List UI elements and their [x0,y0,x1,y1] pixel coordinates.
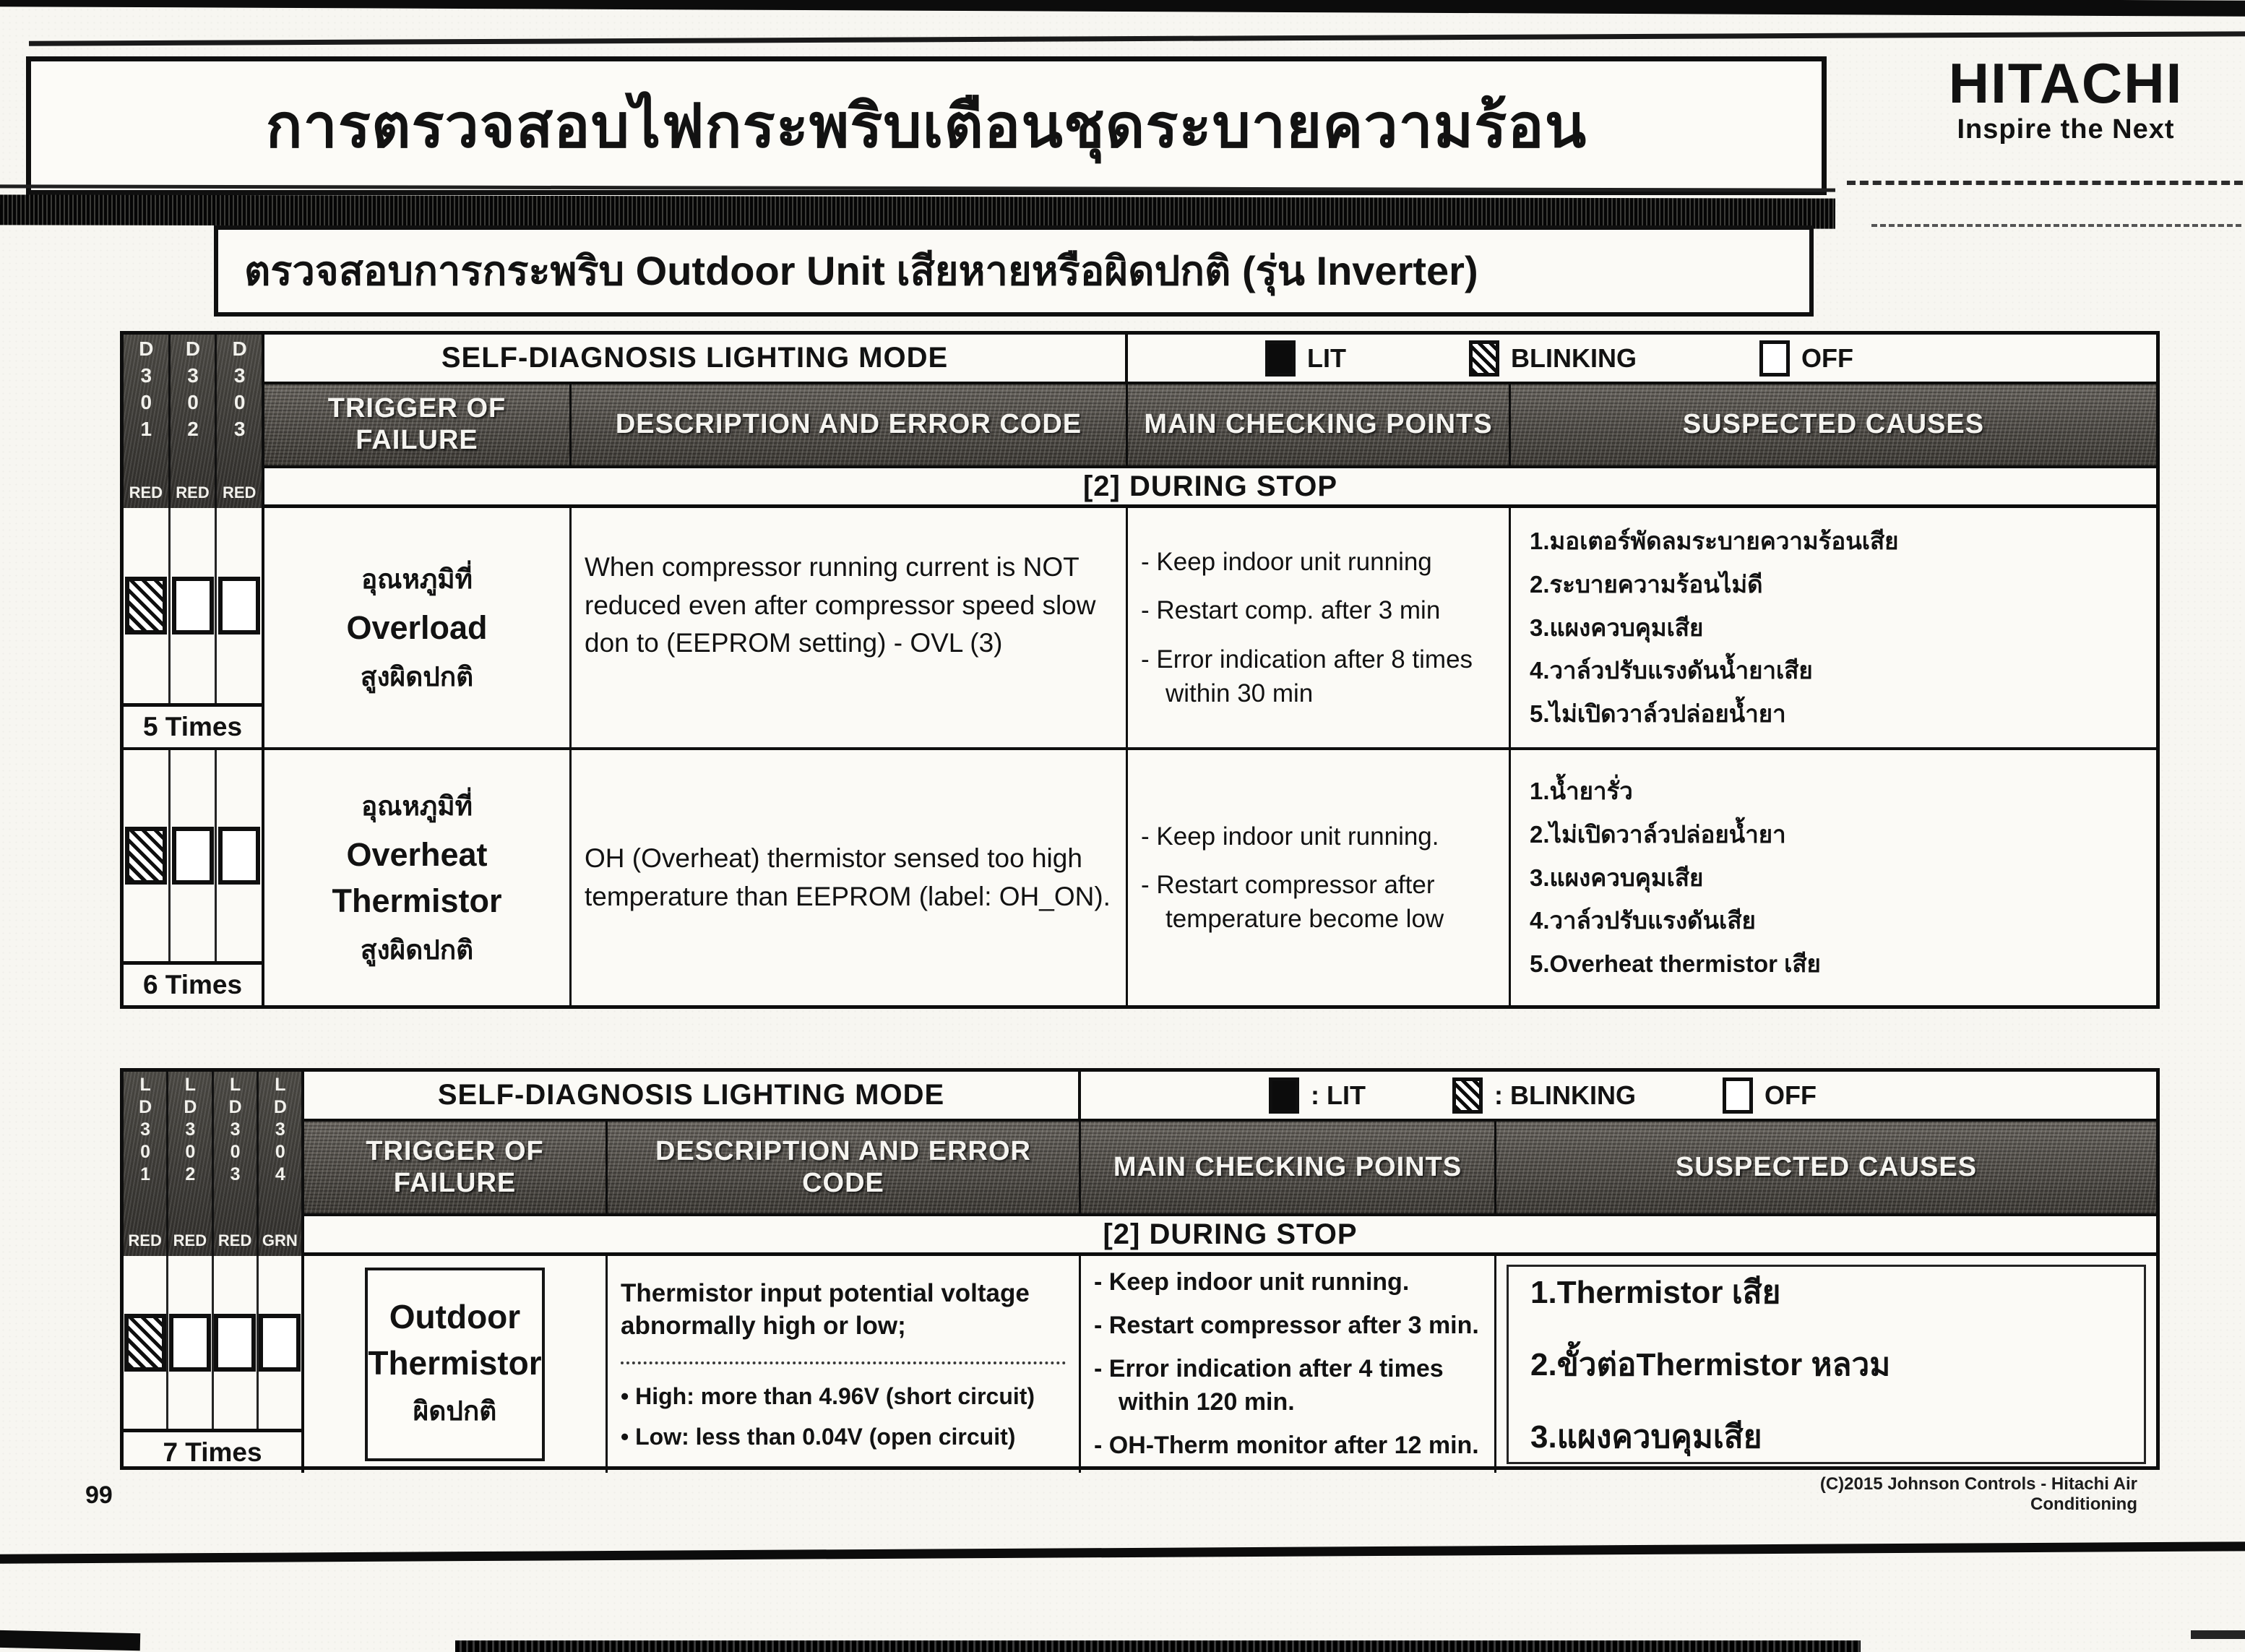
mode-header: SELF-DIAGNOSIS LIGHTING MODE [264,335,1128,382]
column-header-checking: MAIN CHECKING POINTS [1128,382,1511,468]
page-title-box [26,56,1827,195]
led-column-ld303 [214,1072,259,1256]
led-color-label: RED [217,1231,252,1249]
cause-item: 5.ไม่เปิดวาล์วปล่อยน้ำยา [1530,700,1786,728]
legend-blinking [1452,1077,1636,1114]
dotted-divider [621,1361,1066,1364]
legend-blinking-label: : BLINKING [1494,1080,1636,1110]
trigger-line: อุณหภูมิที่ [361,564,473,594]
description-bullet: • High: more than 4.96V (short circuit) [621,1382,1035,1409]
led-color-label: RED [173,1231,207,1249]
cause-item: 1.มอเตอร์พัดลมระบายความร้อนเสีย [1530,527,1899,554]
trigger-box [365,1268,544,1461]
cause-item: 3.แผงควบคุมเสีย [1530,614,1704,641]
led-state-cell [124,1256,304,1473]
legend-off-label: OFF [1764,1080,1817,1110]
legend-lit [1269,1077,1366,1114]
cause-item: 1.น้ำยารั่ว [1530,777,1633,804]
brand-logo [1893,51,2238,145]
scan-artifact-bottom-left [0,1630,140,1651]
led-color-label: GRN [262,1231,298,1249]
legend-lit-label: : LIT [1311,1080,1366,1110]
led-state-cell [124,750,264,1005]
led-color-label: RED [222,483,257,502]
scan-artifact-bottom-band [455,1640,1861,1652]
description-bullet: • Low: less than 0.04V (open circuit) [621,1423,1016,1450]
section-during-stop: [2] DURING STOP [264,468,2156,508]
led-state-legend [1081,1072,2156,1119]
trigger-cell [264,750,572,1005]
trigger-line: Overload [346,608,488,646]
checking-item: - Keep indoor unit running. [1141,822,1439,851]
causes-box [1507,1265,2146,1464]
section-during-stop: [2] DURING STOP [304,1216,2156,1256]
led-boxes [124,508,262,703]
description-cell [572,750,1128,1005]
led-d302-off [172,827,214,885]
trigger-line: Overheat [346,835,488,873]
cause-item: 4.วาล์วปรับแรงดันเสีย [1530,907,1756,934]
trigger-line: สูงผิดปกติ [360,661,474,692]
led-state-legend [1128,335,2156,382]
led-ld304-off [259,1314,301,1372]
led-ld302-off [169,1314,211,1372]
checking-item: - Keep indoor unit running [1141,548,1432,576]
off-symbol-icon [1723,1077,1753,1114]
description-text: Thermistor input potential voltage abnormally high or low; [621,1278,1030,1341]
trigger-line: สูงผิดปกติ [360,934,474,965]
page-title: การตรวจสอบไฟกระพริบเตือนชุดระบายความร้อน [265,91,1587,160]
brand-name: HITACHI [1948,51,2184,115]
led-color-label: RED [128,1231,162,1249]
subtitle-box [214,225,1814,317]
cause-item: 2.ระบายความร้อนไม่ดี [1530,570,1763,598]
causes-cell [1496,1256,2156,1473]
scan-artifact-bottom-right [2191,1630,2245,1639]
description-cell [608,1256,1081,1473]
brand-dashed-rule [1847,181,2243,185]
description-cell [572,508,1128,750]
checking-item: - Error indication after 8 times within 30 min [1141,645,1473,707]
checking-item: - OH-Therm monitor after 12 min. [1094,1431,1479,1459]
cause-item: 2.ไม่เปิดวาล์วปล่อยน้ำยา [1530,820,1786,848]
checking-cell [1128,750,1511,1005]
subtitle: ตรวจสอบการกระพริบ Outdoor Unit เสียหายหรือผิดปกติ (รุ่น Inverter) [244,248,1478,294]
cause-item: 4.วาล์วปรับแรงดันน้ำยาเสีย [1530,657,1813,684]
legend-off [1759,340,1853,377]
led-name: D303 [228,337,251,444]
legend-blinking-label: BLINKING [1510,343,1637,373]
column-header-checking: MAIN CHECKING POINTS [1081,1119,1496,1216]
blink-count-label: 5 Times [124,703,262,747]
column-header-trigger: TRIGGER OF FAILURE [304,1119,608,1216]
cause-item: 3.แผงควบคุมเสีย [1530,864,1704,891]
led-column-header [124,335,264,508]
lit-symbol-icon [1269,1077,1299,1114]
led-name: LD302 [180,1075,201,1187]
blinking-symbol-icon [1469,340,1499,377]
led-boxes [124,1256,301,1429]
diagnosis-table-1 [120,331,2160,1009]
checking-item: - Restart compressor after temperature become low [1141,870,1444,934]
cause-item: 1.Thermistor เสีย [1530,1275,1781,1310]
checking-item: - Error indication after 4 times within 120 min. [1094,1355,1444,1416]
cause-item: 2.ขั้วต่อThermistor หลวม [1530,1347,1891,1382]
legend-blinking [1469,340,1637,377]
led-column-ld302 [168,1072,213,1256]
led-ld301-blinking [124,1314,166,1372]
legend-off [1723,1077,1817,1114]
cause-item: 5.Overheat thermistor เสีย [1530,950,1821,978]
scan-artifact-top-line [29,31,2245,46]
led-column-d303 [217,335,262,508]
title-divider-thick [0,194,1835,228]
brand-tagline: Inspire the Next [1957,114,2175,145]
legend-lit-label: LIT [1307,343,1346,373]
led-d301-blinking [125,827,167,885]
trigger-cell [304,1256,608,1473]
trigger-line: อุณหภูมิที่ [361,791,473,821]
led-d301-blinking [125,577,167,634]
led-column-d302 [171,335,217,508]
scan-artifact-top-bar [0,0,2245,17]
diagnosis-table-2 [120,1068,2160,1470]
checking-item: - Restart comp. after 3 min [1141,596,1441,625]
page-number: 99 [85,1481,113,1509]
led-color-label: RED [176,483,210,502]
checking-cell [1081,1256,1496,1473]
led-name: LD303 [225,1075,246,1187]
led-state-cell [124,508,264,750]
checking-item: - Restart compressor after 3 min. [1094,1312,1479,1340]
trigger-cell [264,508,572,750]
column-header-description: DESCRIPTION AND ERROR CODE [608,1119,1081,1216]
trigger-line: Thermistor [368,1343,542,1382]
checking-cell [1128,508,1511,750]
legend-lit [1265,340,1346,377]
led-name: D301 [134,337,158,444]
trigger-line: ผิดปกติ [413,1395,497,1426]
copyright-notice: (C)2015 Johnson Controls - Hitachi Air Conditioning [1819,1474,2137,1514]
led-column-header [124,1072,304,1256]
column-header-trigger: TRIGGER OF FAILURE [264,382,572,468]
causes-cell [1511,508,2156,750]
blinking-symbol-icon [1452,1077,1483,1114]
blink-count-label: 7 Times [124,1429,301,1473]
column-header-causes: SUSPECTED CAUSES [1511,382,2156,468]
led-name: LD301 [135,1075,156,1187]
trigger-line: Outdoor [389,1297,521,1335]
led-column-ld301 [124,1072,168,1256]
led-column-d301 [124,335,171,508]
description-text: When compressor running current is NOT reduced even after compressor speed slow don to (EEPROM setting) - OVL (3) [585,552,1096,658]
trigger-line: Thermistor [332,882,502,919]
mode-header: SELF-DIAGNOSIS LIGHTING MODE [304,1072,1081,1119]
led-ld303-off [214,1314,256,1372]
led-name: LD304 [270,1075,290,1187]
led-d303-off [218,827,260,885]
led-boxes [124,750,262,961]
off-symbol-icon [1759,340,1790,377]
checking-item: - Keep indoor unit running. [1094,1268,1410,1296]
blink-count-label: 6 Times [124,961,262,1005]
scan-artifact-bottom-rule [0,1541,2245,1564]
led-d303-off [218,577,260,634]
column-header-description: DESCRIPTION AND ERROR CODE [572,382,1128,468]
led-d302-off [172,577,214,634]
legend-off-label: OFF [1801,343,1853,373]
led-column-ld304 [259,1072,301,1256]
lit-symbol-icon [1265,340,1296,377]
brand-dashed-rule-2 [1871,224,2241,227]
column-header-causes: SUSPECTED CAUSES [1496,1119,2156,1216]
cause-item: 3.แผงควบคุมเสีย [1530,1419,1762,1455]
led-name: D302 [181,337,204,444]
description-text: OH (Overheat) thermistor sensed too high temperature than EEPROM (label: OH_ON). [585,843,1111,911]
causes-cell [1511,750,2156,1005]
led-color-label: RED [129,483,163,502]
